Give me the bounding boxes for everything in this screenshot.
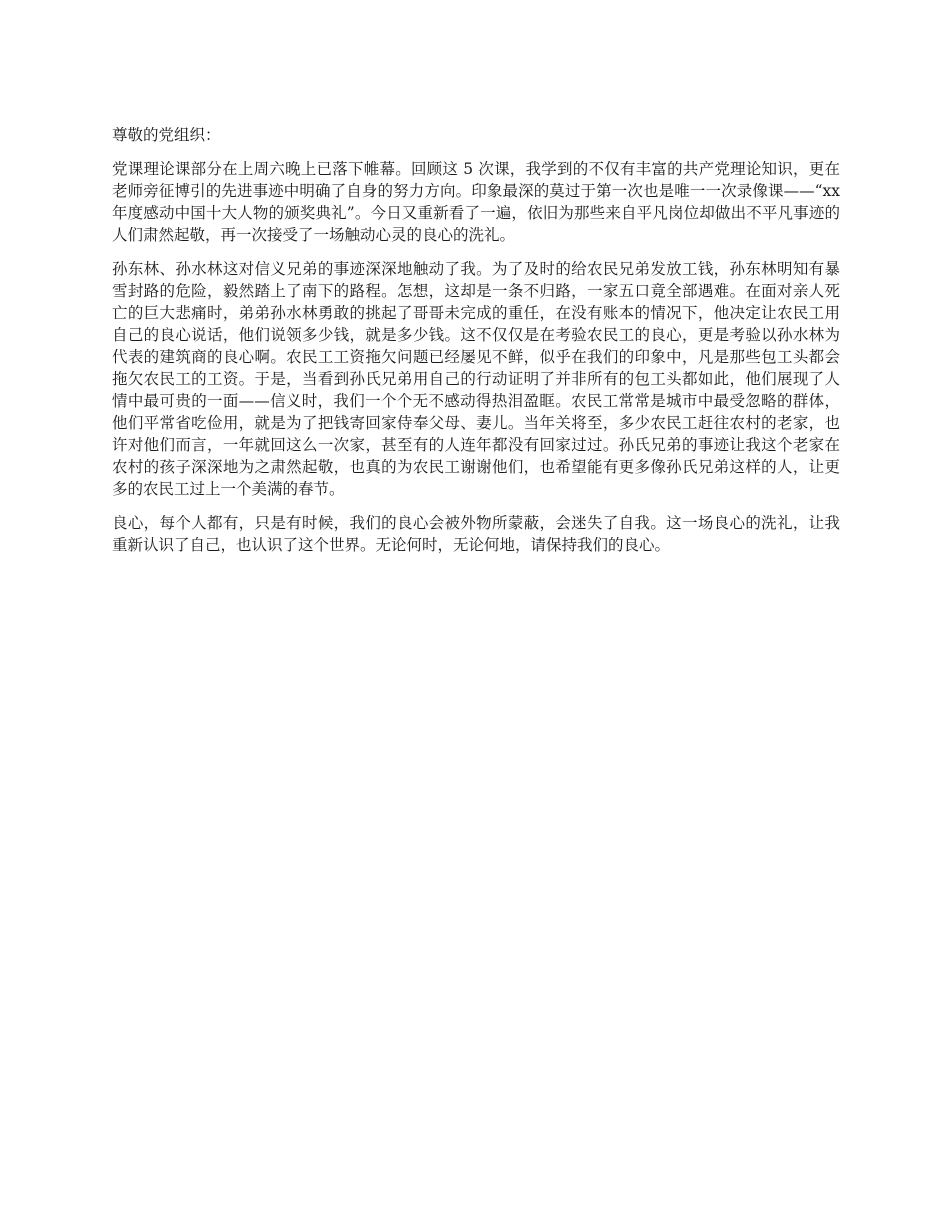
paragraph-course-review: 党课理论课部分在上周六晚上已落下帷幕。回顾这 5 次课，我学到的不仅有丰富的共产党理论知识，更在老师旁征博引的先进事迹中明确了自身的努力方向。印象最深的莫过于第一次也是唯一一次录像课——“xx 年度感动中国十大人物的颁奖典礼”。今日又重新看了一遍，依旧为那些来自平凡岗位却做出不平凡事迹的人们肃然起敬，再一次接受了一场触动心灵的良心的洗礼。: [112, 160, 840, 244]
salutation: 尊敬的党组织：: [112, 126, 221, 144]
paragraph-sun-brothers: 孙东林、孙水林这对信义兄弟的事迹深深地触动了我。为了及时的给农民兄弟发放工钱，孙东林明知有暴雪封路的危险，毅然踏上了南下的路程。怎想，这却是一条不归路，一家五口竟全部遇难。在面对亲人死亡的巨大悲痛时，弟弟孙水林勇敢的挑起了哥哥未完成的重任，在没有账本的情况下，他决定让农民工用自己的良心说话，他们说领多少钱，就是多少钱。这不仅仅是在考验农民工的良心，更是考验以孙水林为代表的建筑商的良心啊。农民工工资拖欠问题已经屡见不鲜，似乎在我们的印象中，凡是那些包工头都会拖欠农民工的工资。于是，当看到孙氏兄弟用自己的行动证明了并非所有的包工头都如此，他们展现了人情中最可贵的一面——信义时，我们一个个无不感动得热泪盈眶。农民工常常是城市中最受忽略的群体，他们平常省吃俭用，就是为了把钱寄回家侍奉父母、妻儿。当年关将至，多少农民工赶往农村的老家，也许对他们而言，一年就回这么一次家，甚至有的人连年都没有回家过过。孙氏兄弟的事迹让我这个老家在农村的孩子深深地为之肃然起敬，也真的为农民工谢谢他们，也希望能有更多像孙氏兄弟这样的人，让更多的农民工过上一个美满的春节。: [112, 260, 840, 498]
paragraph-conscience: 良心，每个人都有，只是有时候，我们的良心会被外物所蒙蔽，会迷失了自我。这一场良心的洗礼，让我重新认识了自己，也认识了这个世界。无论何时，无论何地，请保持我们的良心。: [112, 514, 840, 554]
document-body: [112, 124, 840, 568]
